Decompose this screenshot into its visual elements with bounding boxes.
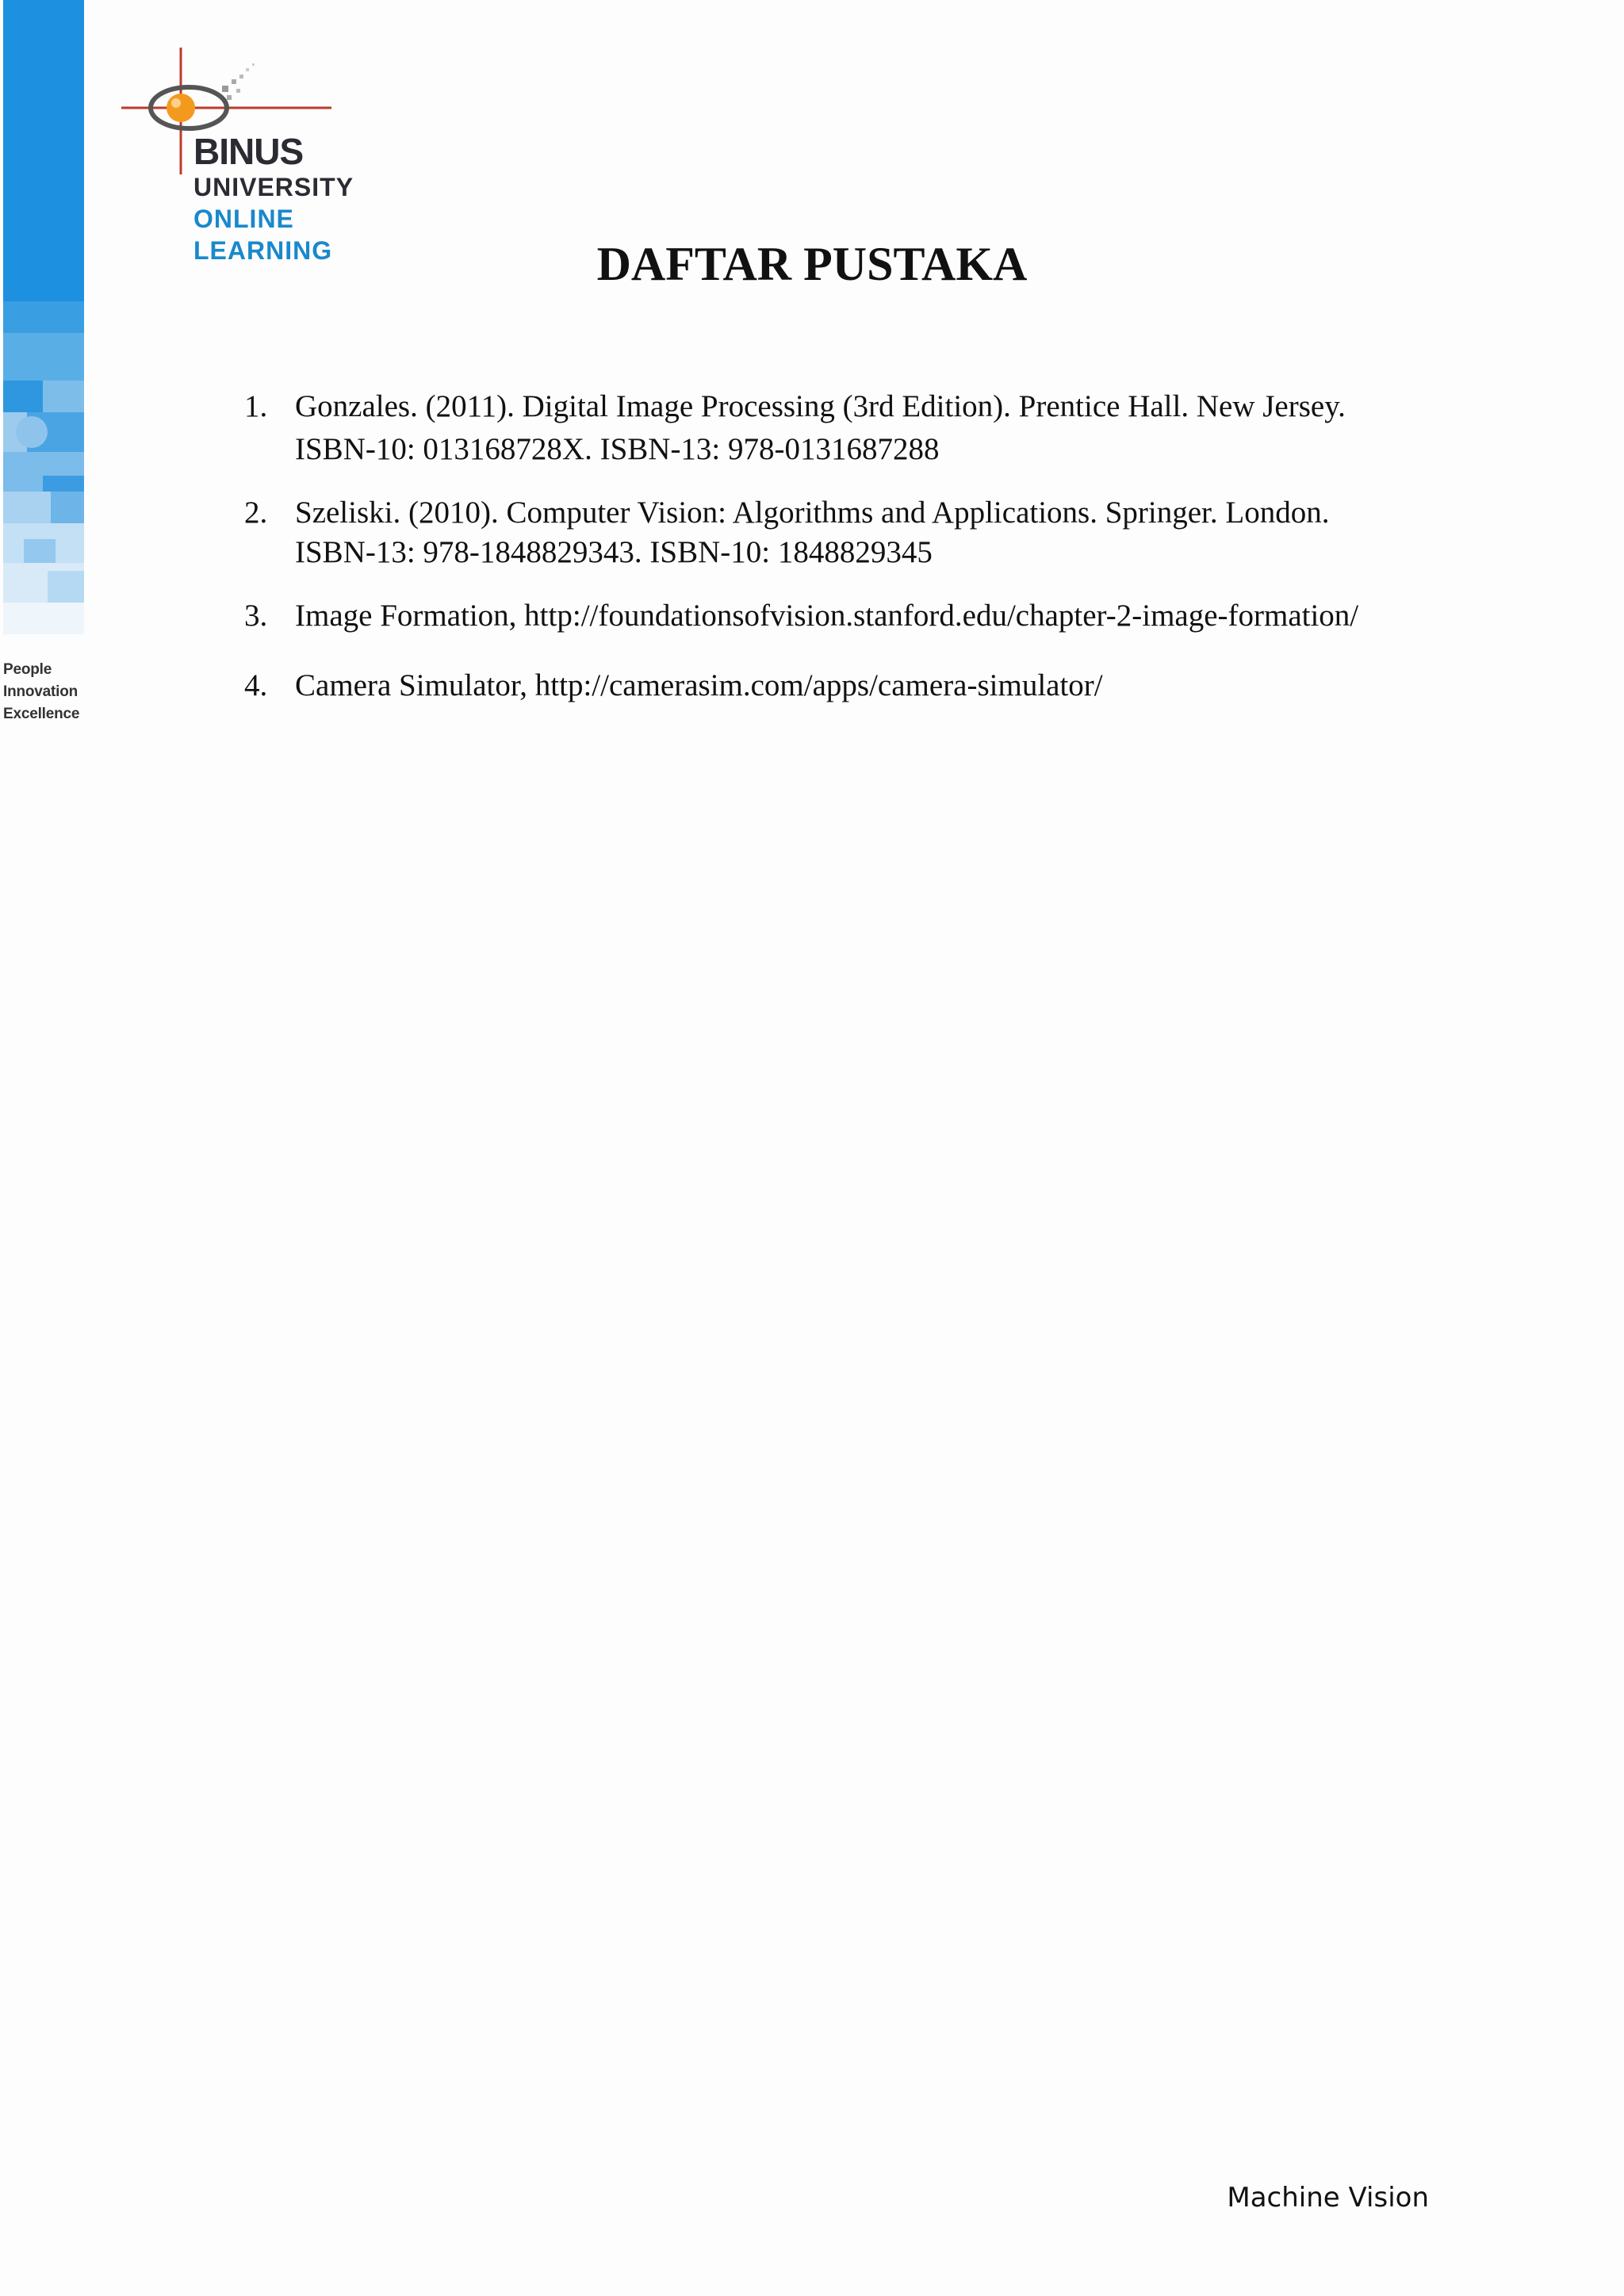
reference-line: Szeliski. (2010). Computer Vision: Algorithms and Applications. Springer. London. xyxy=(295,496,1330,530)
logo-online: ONLINE xyxy=(193,205,294,233)
reference-line: ISBN-10: 013168728X. ISBN-13: 978-0131687288 xyxy=(295,432,940,466)
reference-number: 4. xyxy=(244,668,268,702)
list-item xyxy=(244,664,1465,707)
page-footer: Machine Vision xyxy=(1227,2182,1429,2214)
side-decorative-strip xyxy=(0,0,84,634)
reference-number: 2. xyxy=(244,496,268,530)
tagline-people: People xyxy=(3,661,52,678)
reference-number: 3. xyxy=(244,599,268,633)
page-title-text: DAFTAR PUSTAKA xyxy=(596,238,1028,290)
logo-learning: LEARNING xyxy=(193,236,333,265)
reference-line-link[interactable]: Image Formation, http://foundationsofvision.stanford.edu/chapter-2-image-formation/ xyxy=(295,599,1359,633)
reference-line: Gonzales. (2011). Digital Image Processing (3rd Edition). Prentice Hall. New Jersey. xyxy=(295,389,1346,423)
reference-number: 1. xyxy=(244,389,268,423)
logo-binus: BINUS xyxy=(193,131,304,172)
list-item xyxy=(244,493,1465,572)
reference-line: ISBN-13: 978-1848829343. ISBN-10: 1848829345 xyxy=(295,535,933,569)
reference-line-link[interactable]: Camera Simulator, http://camerasim.com/apps/camera-simulator/ xyxy=(295,668,1103,702)
list-item xyxy=(244,385,1465,471)
tagline xyxy=(3,659,79,725)
logo-university: UNIVERSITY xyxy=(193,173,354,201)
page-title xyxy=(0,236,1624,292)
list-item xyxy=(244,595,1465,637)
tagline-innovation: Innovation xyxy=(3,683,79,700)
reference-list xyxy=(244,385,1465,707)
binus-logo xyxy=(117,40,371,270)
tagline-excellence: Excellence xyxy=(3,706,80,722)
